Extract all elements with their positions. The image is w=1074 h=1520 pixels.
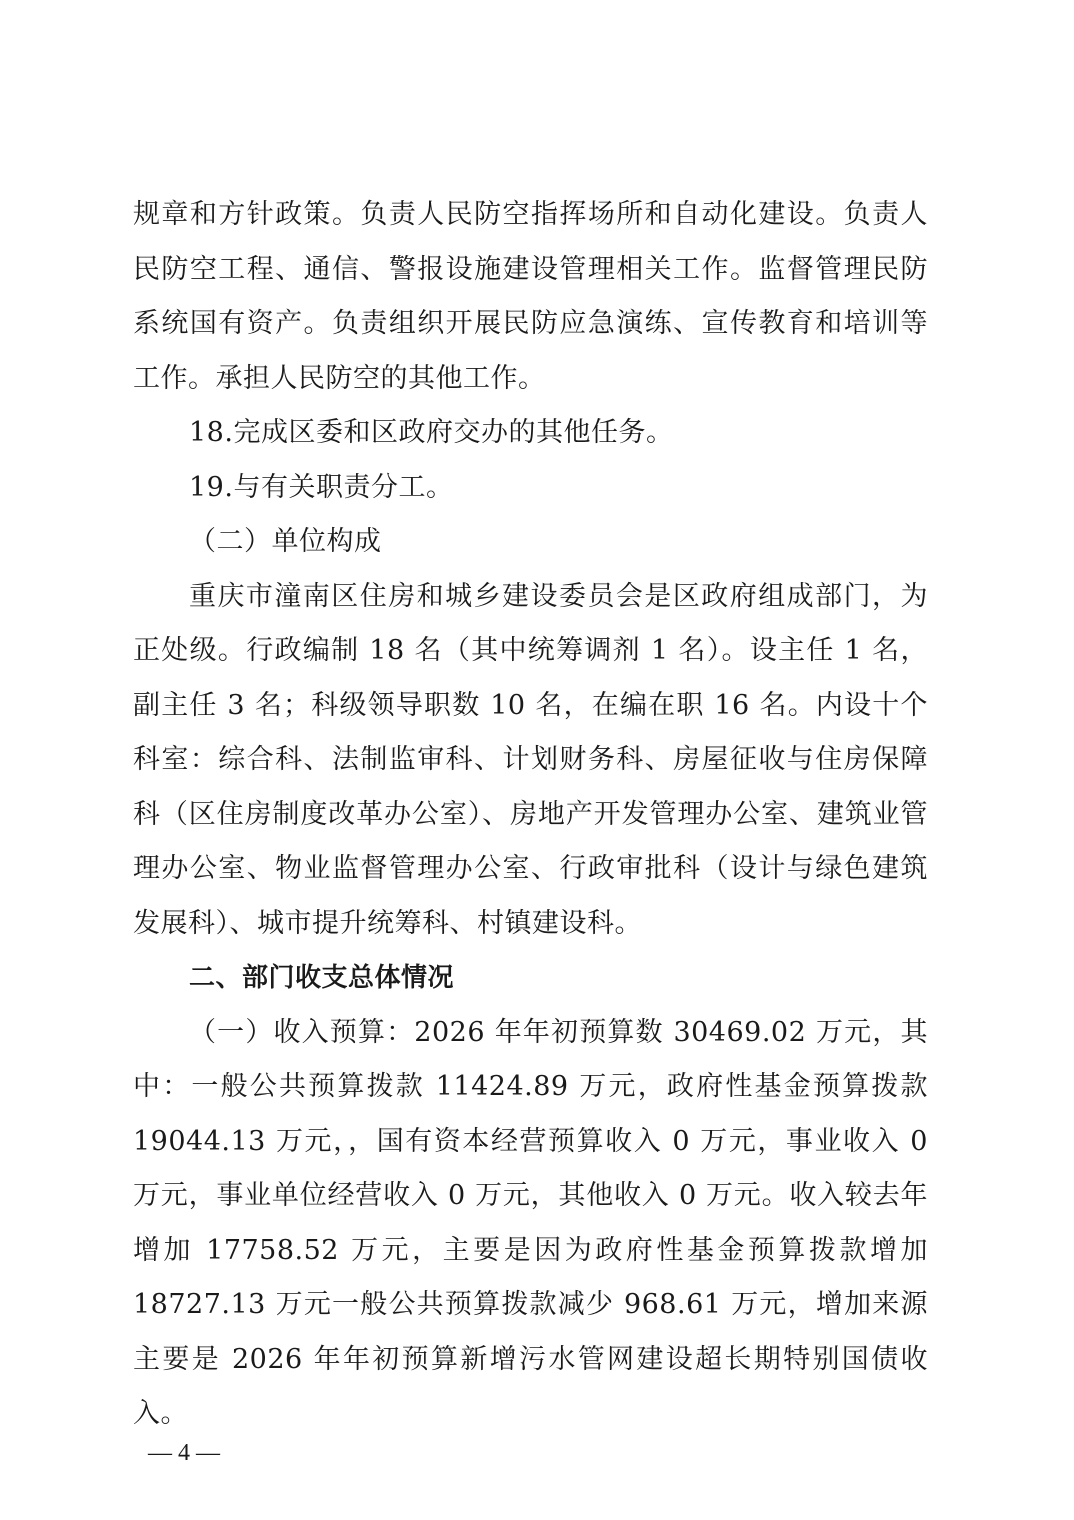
section-heading-budget-overview: 二、部门收支总体情况 xyxy=(189,963,455,993)
subheading-unit-composition: （二）单位构成 xyxy=(189,526,382,557)
paragraph-unit-composition: 重庆市潼南区住房和城乡建设委员会是区政府组成部门，为正处级。行政编制 18 名（其中统筹调剂 1 名）。设主任 1 名，副主任 3 名；科级领导职数 10 名，在编在职 16 名。内设十个科室：综合科、法制监审科、计划财务科、房屋征收与住房保障科（区住房制度改革办公室）、房地产开发管理办公室、建筑业管理办公室、物业监督管理办公室、行政审批科（设计与绿色建筑发展科）、城市提升统筹科、村镇建设科。 xyxy=(133,580,928,939)
page-content xyxy=(133,188,928,1442)
paragraph-income-budget: （一）收入预算：2026 年年初预算数 30469.02 万元，其中：一般公共预算拨款 11424.89 万元，政府性基金预算拨款 19044.13 万元，，国有资本经营预算收入 0 万元，事业收入 0 万元，事业单位经营收入 0 万元，其他收入 0 万元。收入较去年增加 17758.52 万元，主要是因为政府性基金预算拨款增加 18727.13 万元一般公共预算拨款减少 968.61 万元，增加来源主要是 2026 年年初预算新增污水管网建设超长期特别国债收入。 xyxy=(133,1016,928,1429)
list-item-18: 18.完成区委和区政府交办的其他任务。 xyxy=(189,417,674,448)
list-item-19: 19.与有关职责分工。 xyxy=(189,471,454,503)
paragraph-civil-defense-duties: 规章和方针政策。负责人民防空指挥场所和自动化建设。负责人民防空工程、通信、警报设施建设管理相关工作。监督管理民防系统国有资产。负责组织开展民防应急演练、宣传教育和培训等工作。承担人民防空的其他工作。 xyxy=(133,199,928,394)
page-number: — 4 — xyxy=(148,1440,220,1466)
